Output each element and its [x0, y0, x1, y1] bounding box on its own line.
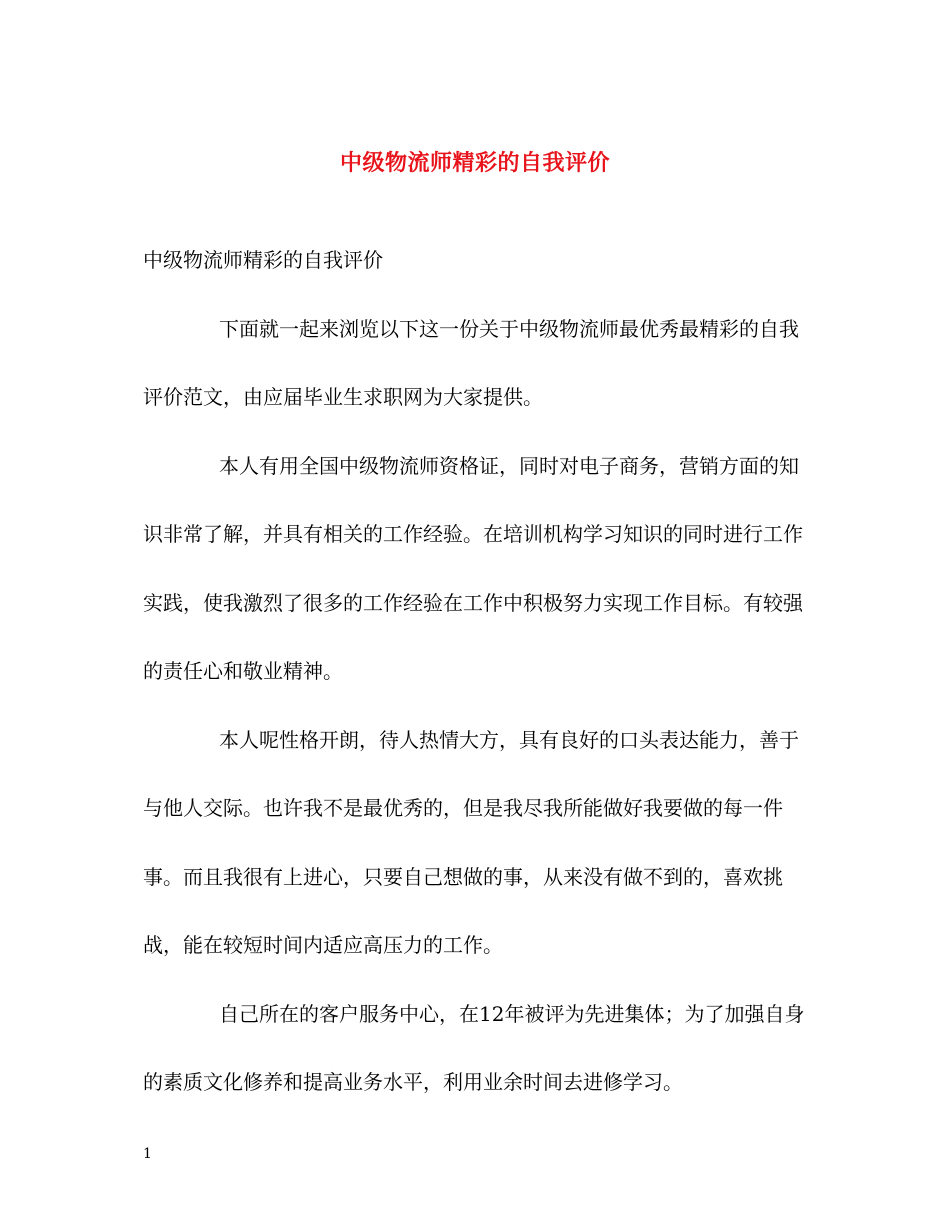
document-title: 中级物流师精彩的自我评价 — [339, 150, 610, 176]
paragraph-qualifications: 本人有用全国中级物流师资格证，同时对电子商务，营销方面的知识非常了解，并具有相关的工作经验。在培训机构学习知识的同时进行工作实践，使我激烈了很多的工作经验在工作中积极努力实现工作目标。有较强的责任心和敬业精神。 — [143, 453, 803, 683]
document-body — [143, 226, 813, 1117]
paragraph-intro: 下面就一起来浏览以下这一份关于中级物流师最优秀最精彩的自我评价范文，由应届毕业生求职网为大家提供。 — [143, 316, 799, 409]
page-number: 1 — [143, 1146, 152, 1162]
paragraph-personality: 本人呢性格开朗，待人热情大方，具有良好的口头表达能力，善于与他人交际。也许我不是最优秀的，但是我尽我所能做好我要做的每一件事。而且我很有上进心，只要自己想做的事，从来没有做不到的，喜欢挑战，能在较短时间内适应高压力的工作。 — [143, 727, 799, 957]
paragraph-achievements: 自己所在的客户服务中心，在12年被评为先进集体；为了加强自身的素质文化修养和提高业务水平，利用业余时间去进修学习。 — [143, 1001, 805, 1094]
subtitle-line: 中级物流师精彩的自我评价 — [143, 248, 383, 272]
